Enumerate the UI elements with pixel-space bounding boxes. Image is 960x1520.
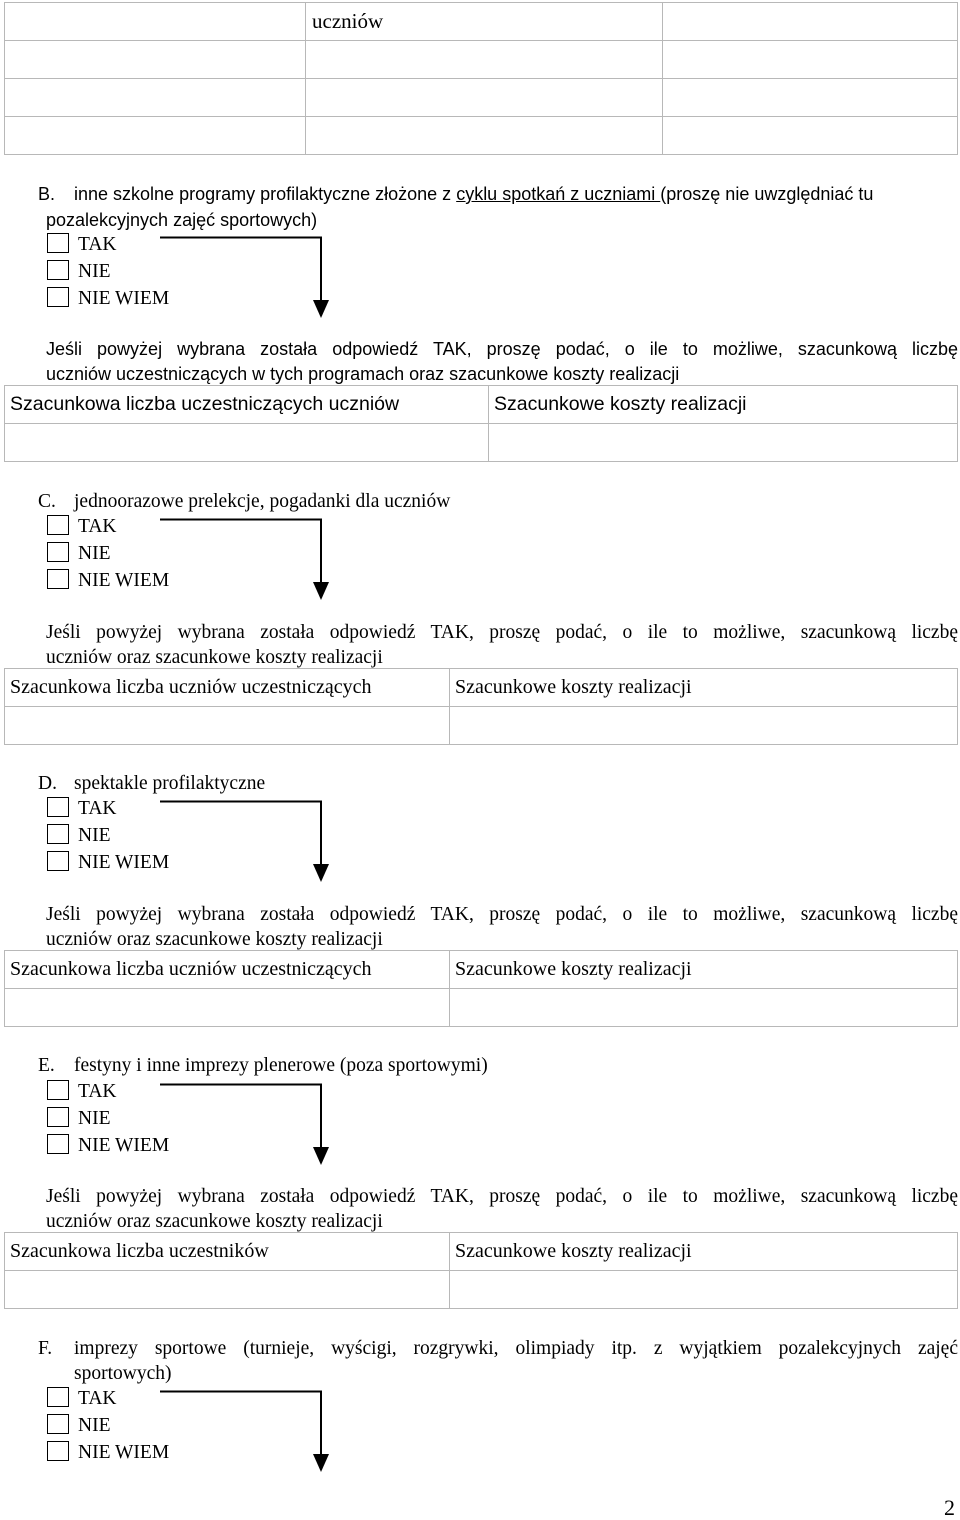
col-header-costs: Szacunkowe koszty realizacji (450, 951, 958, 989)
option-label: NIE (78, 543, 111, 564)
instruction-line1 (46, 1187, 958, 1207)
section-title-line2: sportowych) (74, 1363, 172, 1384)
top-table-cell[interactable] (306, 79, 663, 117)
top-table-cell[interactable] (663, 3, 958, 41)
participants-input-cell[interactable] (5, 989, 450, 1027)
checkbox-nie-wiem[interactable] (47, 569, 69, 589)
top-table-cell[interactable] (306, 41, 663, 79)
col-header-participants: Szacunkowa liczba uczniów uczestniczących (5, 669, 450, 707)
estimate-table (4, 950, 958, 1027)
option-label: TAK (78, 516, 117, 537)
top-table (4, 2, 958, 155)
section-title: festyny i inne imprezy plenerowe (poza sportowymi) (74, 1055, 488, 1076)
arrow-down-icon (160, 516, 335, 602)
section-title-line2: pozalekcyjnych zajęć sportowych) (46, 210, 318, 230)
section-title: spektakle profilaktyczne (74, 773, 266, 794)
checkbox-nie-wiem[interactable] (47, 1134, 69, 1154)
checkbox-tak[interactable] (47, 1387, 69, 1407)
col-header-participants: Szacunkowa liczba uczniów uczestniczących (5, 951, 450, 989)
instruction-line1 (46, 340, 958, 358)
checkbox-nie[interactable] (47, 260, 69, 280)
instruction-line2: uczniów oraz szacunkowe koszty realizacji (46, 1211, 383, 1232)
option-label: NIE (78, 825, 111, 846)
option-label: NIE WIEM (78, 288, 170, 309)
section-letter: F. (38, 1338, 53, 1359)
participants-input-cell[interactable] (5, 424, 489, 462)
instruction-text: Jeśli powyżej wybrana została odpowiedź TAK, proszę podać, o ile to możliwe, szacunkową liczbę (46, 904, 958, 925)
col-header-participants: Szacunkowa liczba uczestniczących uczniów (5, 386, 489, 424)
costs-input-cell[interactable] (450, 989, 958, 1027)
top-table-cell[interactable] (663, 41, 958, 79)
section-title: jednoorazowe prelekcje, pogadanki dla uczniów (74, 491, 451, 512)
section-title (74, 185, 873, 203)
top-table-cell[interactable] (306, 117, 663, 155)
instruction-text: Jeśli powyżej wybrana została odpowiedź TAK, proszę podać, o ile to możliwe, szacunkową liczbę (46, 622, 958, 643)
checkbox-nie[interactable] (47, 542, 69, 562)
checkbox-tak[interactable] (47, 233, 69, 253)
section-letter: E. (38, 1055, 55, 1076)
section-title-part: (proszę nie uwzględniać tu (660, 184, 874, 204)
top-table-cell[interactable] (5, 3, 306, 41)
checkbox-nie-wiem[interactable] (47, 287, 69, 307)
top-table-cell[interactable] (663, 79, 958, 117)
option-label: NIE (78, 1108, 111, 1129)
estimate-table (4, 1232, 958, 1309)
option-label: TAK (78, 1081, 117, 1102)
option-label: NIE WIEM (78, 852, 170, 873)
col-header-participants: Szacunkowa liczba uczestników (5, 1233, 450, 1271)
arrow-down-icon (160, 1081, 335, 1167)
checkbox-tak[interactable] (47, 797, 69, 817)
estimate-table (4, 385, 958, 462)
costs-input-cell[interactable] (450, 1271, 958, 1309)
option-label: TAK (78, 1388, 117, 1409)
section-title-part: inne szkolne programy profilaktyczne złożone z (74, 184, 457, 204)
instruction-line2: uczniów uczestniczących w tych programach oraz szacunkowe koszty realizacji (46, 364, 680, 384)
checkbox-nie[interactable] (47, 824, 69, 844)
top-table-header: uczniów (306, 3, 663, 41)
col-header-costs: Szacunkowe koszty realizacji (489, 386, 958, 424)
option-label: NIE WIEM (78, 1442, 170, 1463)
top-table-cell[interactable] (5, 79, 306, 117)
checkbox-nie-wiem[interactable] (47, 851, 69, 871)
option-label: NIE WIEM (78, 570, 170, 591)
top-table-cell[interactable] (5, 117, 306, 155)
instruction-line1 (46, 623, 958, 643)
estimate-table (4, 668, 958, 745)
option-label: NIE (78, 261, 111, 282)
checkbox-tak[interactable] (47, 1080, 69, 1100)
costs-input-cell[interactable] (489, 424, 958, 462)
participants-input-cell[interactable] (5, 1271, 450, 1309)
section-letter: B. (38, 184, 56, 204)
section-title-underlined: cyklu spotkań z uczniami (456, 184, 661, 204)
top-table-cell[interactable] (5, 41, 306, 79)
col-header-costs: Szacunkowe koszty realizacji (450, 1233, 958, 1271)
checkbox-nie[interactable] (47, 1107, 69, 1127)
costs-input-cell[interactable] (450, 707, 958, 745)
instruction-line2: uczniów oraz szacunkowe koszty realizacji (46, 647, 383, 668)
instruction-line1 (46, 905, 958, 925)
section-letter: C. (38, 491, 56, 512)
option-label: NIE WIEM (78, 1135, 170, 1156)
participants-input-cell[interactable] (5, 707, 450, 745)
option-label: TAK (78, 234, 117, 255)
section-title-line1 (74, 1339, 958, 1359)
option-label: NIE (78, 1415, 111, 1436)
arrow-down-icon (160, 798, 335, 884)
page-number: 2 (944, 1495, 955, 1520)
arrow-down-icon (160, 1388, 335, 1474)
section-title-text: imprezy sportowe (turnieje, wyścigi, rozgrywki, olimpiady itp. z wyjątkiem pozalekcyjnych zajęć (74, 1338, 958, 1359)
checkbox-nie[interactable] (47, 1414, 69, 1434)
checkbox-nie-wiem[interactable] (47, 1441, 69, 1461)
instruction-line2: uczniów oraz szacunkowe koszty realizacji (46, 929, 383, 950)
section-letter: D. (38, 773, 57, 794)
checkbox-tak[interactable] (47, 515, 69, 535)
arrow-down-icon (160, 234, 335, 320)
instruction-text: Jeśli powyżej wybrana została odpowiedź TAK, proszę podać, o ile to możliwe, szacunkową liczbę (46, 1186, 958, 1207)
col-header-costs: Szacunkowe koszty realizacji (450, 669, 958, 707)
option-label: TAK (78, 798, 117, 819)
top-table-cell[interactable] (663, 117, 958, 155)
instruction-text: Jeśli powyżej wybrana została odpowiedź TAK, proszę podać, o ile to możliwe, szacunkową liczbę (46, 339, 958, 359)
